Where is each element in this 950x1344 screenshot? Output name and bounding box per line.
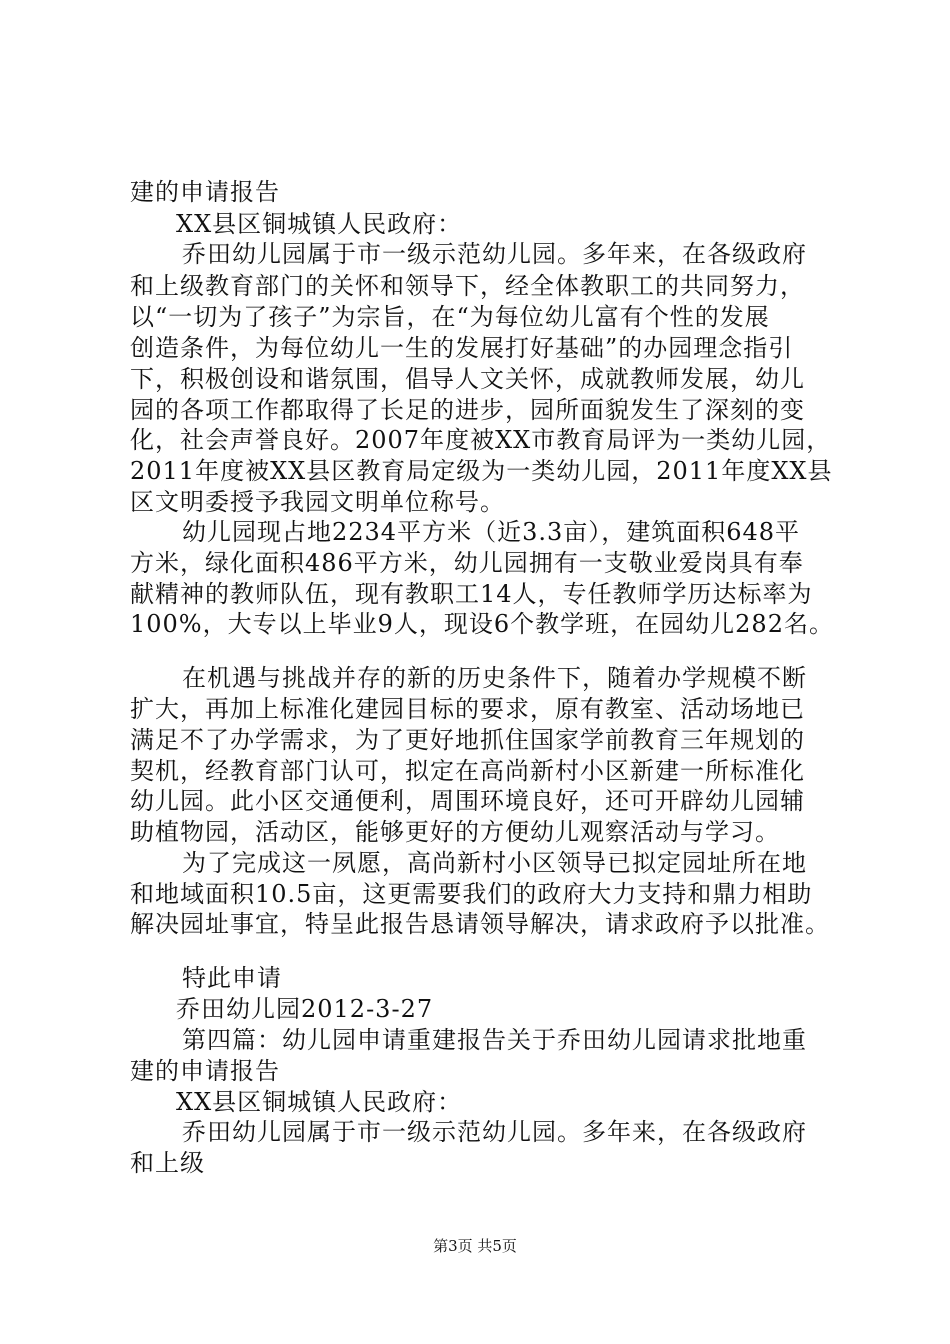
text-line: 扩大，再加上标准化建园目标的要求，原有教室、活动场地已: [130, 695, 805, 723]
text-line: 园的各项工作都取得了长足的进步，园所面貌发生了深刻的变: [130, 396, 805, 424]
page-number-footer: 第3页 共5页: [433, 1237, 517, 1255]
text-line: 契机，经教育部门认可，拟定在高尚新村小区新建一所标准化: [130, 757, 805, 785]
text-line: XX县区铜城镇人民政府：: [176, 210, 463, 238]
text-line: 方米，绿化面积486平方米，幼儿园拥有一支敬业爱岗具有奉: [130, 549, 804, 577]
text-line: 幼儿园。此小区交通便利，周围环境良好，还可开辟幼儿园辅: [130, 787, 805, 815]
text-line: 第四篇：幼儿园申请重建报告关于乔田幼儿园请求批地重: [182, 1026, 807, 1054]
text-line: 建的申请报告: [130, 1057, 280, 1085]
text-line: 建的申请报告: [130, 178, 280, 206]
text-line: 为了完成这一夙愿，高尚新村小区领导已拟定园址所在地: [182, 849, 807, 877]
text-line: 乔田幼儿园属于市一级示范幼儿园。多年来，在各级政府: [182, 240, 807, 268]
text-line: 献精神的教师队伍，现有教职工14人，专任教师学历达标率为: [130, 580, 813, 608]
text-line: 以“一切为了孩子”为宗旨，在“为每位幼儿富有个性的发展: [130, 303, 770, 331]
text-line: XX县区铜城镇人民政府：: [176, 1088, 463, 1116]
text-line: 和上级: [130, 1149, 205, 1177]
text-line: 助植物园，活动区，能够更好的方便幼儿观察活动与学习。: [130, 818, 780, 846]
text-line: 满足不了办学需求，为了更好地抓住国家学前教育三年规划的: [130, 726, 805, 754]
text-line: 乔田幼儿园2012-3-27: [176, 995, 434, 1023]
text-line: 和地域面积10.5亩，这更需要我们的政府大力支持和鼎力相助: [130, 880, 813, 908]
text-line: 100%，大专以上毕业9人，现设6个教学班，在园幼儿282名。: [130, 610, 834, 638]
text-line: 创造条件，为每位幼儿一生的发展打好基础”的办园理念指引: [130, 334, 794, 362]
text-line: 解决园址事宜，特呈此报告恳请领导解决，请求政府予以批准。: [130, 910, 830, 938]
text-line: 特此申请: [182, 964, 282, 992]
text-line: 2011年度被XX县区教育局定级为一类幼儿园，2011年度XX县: [130, 457, 833, 485]
text-line: 化，社会声誉良好。2007年度被XX市教育局评为一类幼儿园，: [130, 426, 832, 454]
text-line: 在机遇与挑战并存的新的历史条件下，随着办学规模不断: [182, 664, 807, 692]
text-line: 下，积极创设和谐氛围，倡导人文关怀，成就教师发展，幼儿: [130, 365, 805, 393]
text-line: 和上级教育部门的关怀和领导下，经全体教职工的共同努力，: [130, 272, 805, 300]
text-line: 幼儿园现占地2234平方米（近3.3亩），建筑面积648平: [182, 518, 801, 546]
text-line: 乔田幼儿园属于市一级示范幼儿园。多年来，在各级政府: [182, 1118, 807, 1146]
text-line: 区文明委授予我园文明单位称号。: [130, 488, 505, 516]
